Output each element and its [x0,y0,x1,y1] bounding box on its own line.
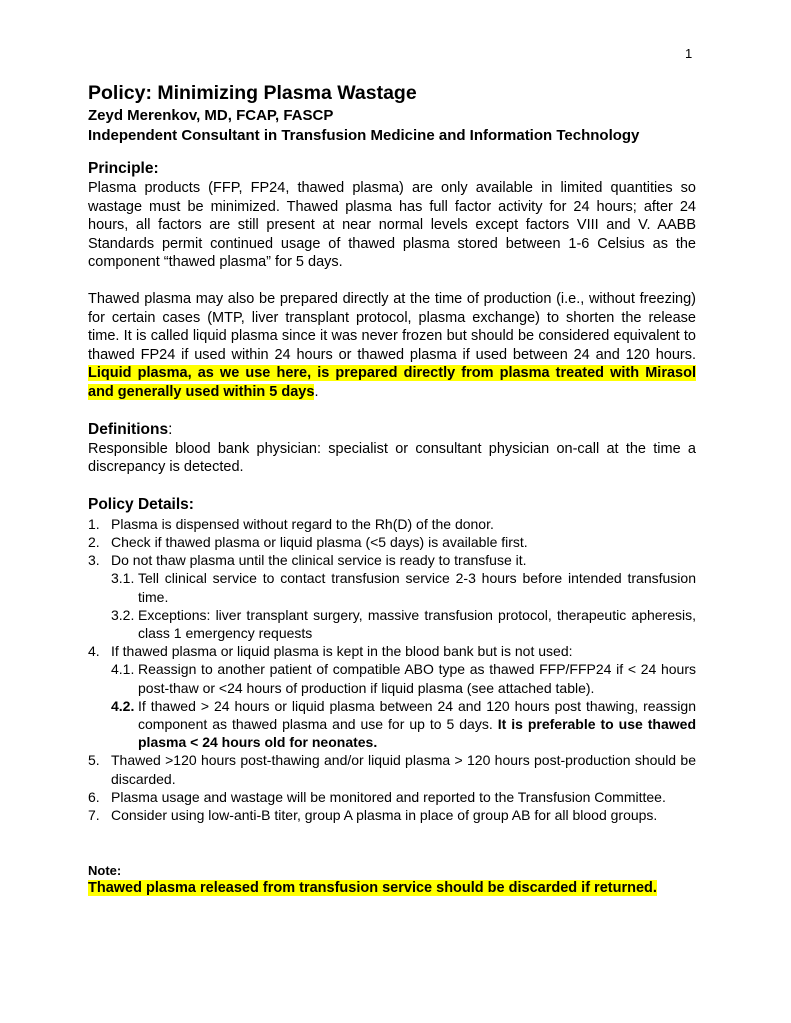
neonates-emphasis: It is preferable to use thawed plasma < 24 hours old for neonates. [138,715,696,751]
list-item [88,533,696,551]
list-item-number: 6. [88,788,100,805]
sub-list-item [111,606,696,642]
list-item [88,515,696,533]
policy-details-list [88,515,696,824]
list-item [88,551,696,642]
list-item-text: Thawed >120 hours post-thawing and/or liquid plasma > 120 hours post-production should be discarded. [111,752,696,787]
page-number: 1 [685,46,693,61]
definitions-text: Responsible blood bank physician: specialist or consultant physician on-call at the time a discrepancy is detected. [88,440,696,476]
list-item-number: 3. [88,552,100,569]
sub-item-text: If thawed > 24 hours or liquid plasma between 24 and 120 hours post thawing, reassign component as thawed plasma and use for up to 5 days. [138,697,696,732]
list-item [88,751,696,787]
sub-item-number: 3.2. [111,606,135,623]
sub-list [111,660,696,751]
definitions-heading [88,420,696,440]
sub-list-item [111,660,696,696]
list-item-number: 1. [88,515,100,532]
sub-item-number: 3.1. [111,570,135,587]
highlighted-note: Thawed plasma released from transfusion service should be discarded if returned. [88,880,657,897]
list-item [88,806,696,824]
sub-list [111,569,696,642]
note-label: Note: [88,863,122,879]
sub-item-number: 4.2. [111,697,135,714]
list-item-text: Consider using low-anti-B titer, group A plasma in place of group AB for all blood groups. [111,806,658,823]
principle-heading: Principle: [88,160,159,177]
sub-item-text: Reassign to another patient of compatible ABO type as thawed FFP/FFP24 if < 24 hours post-thaw or <24 hours of production if liquid plasma (see attached table). [138,661,696,696]
policy-details-heading: Policy Details: [88,495,194,513]
list-item-number: 7. [88,806,100,823]
principle-paragraph-2-end: . [314,383,319,400]
sub-list-item [111,569,696,605]
sub-item-number: 4.1. [111,661,135,678]
principle-paragraph-2 [88,290,696,402]
highlighted-liquid-plasma-statement: Liquid plasma, as we use here, is prepared directly from plasma treated with Mirasol and generally used within 5 days [88,365,696,400]
sub-list-item [111,697,696,752]
sub-item-text: Tell clinical service to contact transfusion service 2-3 hours before intended transfusion time. [138,570,696,605]
principle-paragraph-1: Plasma products (FFP, FP24, thawed plasma) are only available in limited quantities so wastage must be minimized. Thawed plasma has full factor activity for 24 hours; after 24 hours, all factors are still present at near normal levels except factors VIII and V. AABB Standards permit continued usage of thawed plasma stored between 1-6 Celsius as the component “thawed plasma” for 5 days. [88,180,696,271]
list-item-text: Check if thawed plasma or liquid plasma (<5 days) is available first. [111,533,528,550]
sub-item-text: Exceptions: liver transplant surgery, massive transfusion protocol, therapeutic apheresis, class 1 emergency requests [138,606,696,641]
list-item-text: Plasma usage and wastage will be monitored and reported to the Transfusion Committee. [111,788,666,805]
list-item-text: Plasma is dispensed without regard to the Rh(D) of the donor. [111,515,494,532]
list-item-number: 4. [88,643,100,660]
list-item [88,642,696,751]
author-name: Zeyd Merenkov, MD, FCAP, FASCP [88,107,334,124]
list-item-number: 5. [88,752,100,769]
document-body [88,80,696,898]
note-text [88,879,696,898]
document-title: Policy: Minimizing Plasma Wastage [88,82,417,104]
list-item-text: If thawed plasma or liquid plasma is kept in the blood bank but is not used: [111,643,573,660]
author-affiliation: Independent Consultant in Transfusion Medicine and Information Technology [88,127,640,144]
definitions-heading-text: Definitions [88,420,169,438]
list-item [88,788,696,806]
principle-paragraph-2-text: Thawed plasma may also be prepared directly at the time of production (i.e., without freezing) for certain cases (MTP, liver transplant protocol, plasma exchange) to shorten the release time. It is called liquid plasma since it was never frozen but should be considered equivalent to thawed FP24 if used within 24 hours or thawed plasma if used between 24 and 120 hours. [88,290,696,363]
definitions-heading-colon: : [168,420,173,438]
list-item-text: Do not thaw plasma until the clinical service is ready to transfuse it. [111,552,527,569]
list-item-number: 2. [88,533,100,550]
